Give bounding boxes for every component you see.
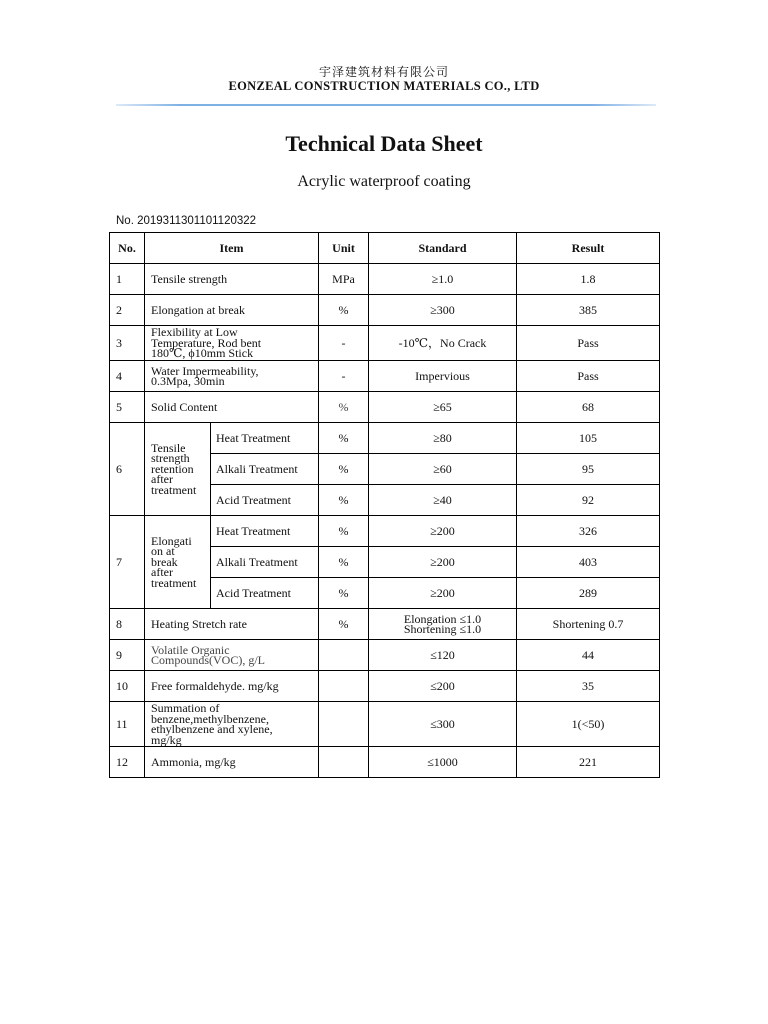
row-no: 10: [110, 671, 145, 702]
item-line: mg/kg: [151, 732, 182, 747]
row-result: 105: [517, 423, 660, 454]
subrow-item: Acid Treatment: [211, 578, 319, 609]
group-label-line: treatment: [151, 575, 197, 590]
item-line: ethylbenzene and xylene,: [151, 722, 273, 736]
subrow-item: Heat Treatment: [211, 516, 319, 547]
row-no: 2: [110, 295, 145, 326]
company-name-english: EONZEAL CONSTRUCTION MATERIALS CO., LTD: [228, 79, 540, 93]
group-label-line: Elongati: [151, 533, 192, 548]
group-label: [145, 516, 211, 609]
row-result: 221: [517, 747, 660, 778]
product-name: Acrylic waterproof coating: [297, 173, 471, 190]
header-result: Result: [517, 233, 660, 264]
group-label: [145, 423, 211, 516]
row-no: 8: [110, 609, 145, 640]
row-no: 9: [110, 640, 145, 671]
row-standard: ≥200: [369, 516, 517, 547]
document-number: No. 2019311301101120322: [116, 215, 257, 227]
row-result: 326: [517, 516, 660, 547]
row-unit: %: [319, 609, 369, 640]
group-label-line: Tensile: [151, 440, 186, 455]
row-standard: ≥40: [369, 485, 517, 516]
technical-data-table: [109, 232, 660, 778]
table-row: [110, 671, 660, 702]
row-standard: ≥200: [369, 578, 517, 609]
row-item: Tensile strength: [145, 264, 319, 295]
row-item: [145, 640, 319, 671]
row-result: 95: [517, 454, 660, 485]
item-line: Summation of: [151, 701, 220, 715]
row-standard: ≥60: [369, 454, 517, 485]
standard-line: Shortening ≤1.0: [403, 622, 482, 636]
row-item: Solid Content: [145, 392, 319, 423]
item-line: Compounds(VOC), g/L: [151, 653, 265, 667]
row-standard: ≥80: [369, 423, 517, 454]
item-line: Volatile Organic: [151, 642, 230, 657]
table-row: [110, 361, 660, 392]
row-unit: %: [319, 454, 369, 485]
row-unit: %: [319, 392, 369, 423]
row-no: 11: [110, 702, 145, 747]
group-label-line: after: [151, 472, 173, 487]
subrow-item: Alkali Treatment: [211, 547, 319, 578]
row-item: Heating Stretch rate: [145, 609, 319, 640]
group-label-line: retention: [151, 461, 194, 476]
row-no: 4: [110, 361, 145, 392]
item-line: benzene,methylbenzene,: [151, 711, 269, 726]
row-standard: [369, 609, 517, 640]
row-result: 35: [517, 671, 660, 702]
row-item: [145, 702, 319, 747]
row-result: Pass: [517, 361, 660, 392]
row-standard: Impervious: [369, 361, 517, 392]
table-row: [110, 747, 660, 778]
row-result: 92: [517, 485, 660, 516]
header-divider: [116, 104, 656, 106]
company-name-chinese: 宇泽建筑材料有限公司: [318, 65, 449, 79]
row-no: 1: [110, 264, 145, 295]
row-unit: %: [319, 423, 369, 454]
header-no: No.: [110, 233, 145, 264]
row-result: 68: [517, 392, 660, 423]
row-unit: [319, 747, 369, 778]
item-line: Flexibility at Low: [151, 325, 238, 340]
row-no: 5: [110, 392, 145, 423]
row-result: Pass: [517, 326, 660, 361]
table-row: [110, 702, 660, 747]
row-unit: [319, 702, 369, 747]
row-item: Elongation at break: [145, 295, 319, 326]
row-result: 385: [517, 295, 660, 326]
subrow-item: Alkali Treatment: [211, 454, 319, 485]
row-standard: ≤120: [369, 640, 517, 671]
item-line: 180℃, ϕ10mm Stick: [151, 346, 254, 361]
subrow-item: Heat Treatment: [211, 423, 319, 454]
row-unit: %: [319, 578, 369, 609]
item-line: Temperature, Rod bent: [151, 335, 262, 350]
row-no: 7: [110, 516, 145, 609]
group-label-line: after: [151, 565, 173, 580]
row-item: [145, 361, 319, 392]
row-unit: [319, 640, 369, 671]
group-label-line: on at: [151, 544, 175, 559]
row-unit: -: [319, 326, 369, 361]
row-standard: -10℃，No Crack: [369, 326, 517, 361]
row-unit: %: [319, 516, 369, 547]
row-standard: ≥65: [369, 392, 517, 423]
page-title: Technical Data Sheet: [285, 131, 483, 156]
row-standard: ≥1.0: [369, 264, 517, 295]
table-row: [110, 423, 660, 454]
group-label-line: strength: [151, 451, 190, 466]
row-result: 289: [517, 578, 660, 609]
row-standard: ≤1000: [369, 747, 517, 778]
row-unit: [319, 671, 369, 702]
row-standard: ≥300: [369, 295, 517, 326]
row-result: 44: [517, 640, 660, 671]
row-result: 1.8: [517, 264, 660, 295]
row-unit: %: [319, 485, 369, 516]
row-no: 12: [110, 747, 145, 778]
row-unit: %: [319, 547, 369, 578]
row-result: 1(<50): [517, 702, 660, 747]
row-item: Ammonia, mg/kg: [145, 747, 319, 778]
row-result: Shortening 0.7: [517, 609, 660, 640]
table-row: [110, 295, 660, 326]
table-header-row: [110, 233, 660, 264]
table-row: [110, 516, 660, 547]
row-no: 3: [110, 326, 145, 361]
group-label-line: treatment: [151, 482, 197, 497]
row-unit: -: [319, 361, 369, 392]
row-item: Free formaldehyde. mg/kg: [145, 671, 319, 702]
row-item: [145, 326, 319, 361]
row-no: 6: [110, 423, 145, 516]
row-unit: MPa: [319, 264, 369, 295]
header-item: Item: [145, 233, 319, 264]
header-standard: Standard: [369, 233, 517, 264]
table-row: [110, 392, 660, 423]
table-row: [110, 609, 660, 640]
row-standard: ≤300: [369, 702, 517, 747]
item-line: Water Impermeability,: [151, 363, 259, 378]
row-standard: ≥200: [369, 547, 517, 578]
standard-line: Elongation ≤1.0: [403, 611, 482, 626]
group-label-line: break: [151, 554, 178, 569]
table-row: [110, 264, 660, 295]
row-result: 403: [517, 547, 660, 578]
row-unit: %: [319, 295, 369, 326]
table-row: [110, 326, 660, 361]
row-standard: ≤200: [369, 671, 517, 702]
header-unit: Unit: [319, 233, 369, 264]
table-row: [110, 640, 660, 671]
item-line: 0.3Mpa, 30min: [151, 374, 225, 388]
subrow-item: Acid Treatment: [211, 485, 319, 516]
